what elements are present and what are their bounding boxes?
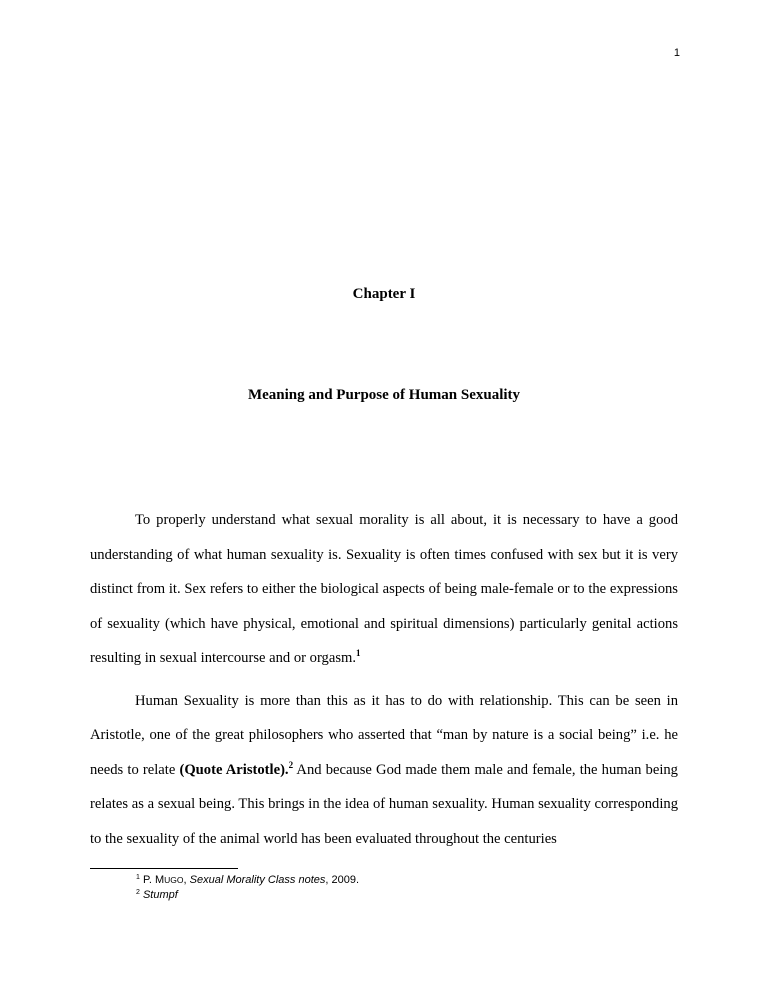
aristotle-citation: (Quote Aristotle). <box>179 761 289 778</box>
paragraph-1 <box>90 503 678 676</box>
footnotes <box>136 873 359 903</box>
footnote-1 <box>136 873 359 888</box>
page-number: 1 <box>673 47 680 59</box>
footnote-ref-2: 2 <box>288 759 294 770</box>
footnote-1-suffix: , 2009. <box>325 874 360 886</box>
paragraph-2-text-after: And because God made them male and female, the human being relates as a sexual being. This brings in the idea of human sexuality. Human sexuality corresponding to the sexuality of the animal world has been evaluated throughout the centuries <box>90 761 678 847</box>
footnote-2-mark: 2 <box>136 889 140 896</box>
footnote-2 <box>136 888 359 903</box>
chapter-title: Chapter I <box>352 286 416 302</box>
footnote-2-title: Stumpf <box>142 889 178 901</box>
footnote-1-mark: 1 <box>136 874 140 881</box>
paragraph-2 <box>90 684 678 857</box>
paragraph-1-text: To properly understand what sexual morality is all about, it is necessary to have a good understanding of what human sexuality is. Sexuality is often times confused with sex but it is very distinct from it. Sex refers to either the biological aspects of being male-female or to the expressions of sexuality (which have physical, emotional and spiritual dimensions) particularly genital actions resulting in sexual intercourse and or orgasm. <box>90 512 678 666</box>
footnote-ref-1: 1 <box>356 648 361 658</box>
footnote-1-separator: , <box>183 874 190 886</box>
footnote-separator <box>90 868 238 869</box>
footnote-1-author-rest: UGO <box>164 875 184 885</box>
footnote-1-title: Sexual Morality Class notes <box>189 874 326 886</box>
chapter-subtitle: Meaning and Purpose of Human Sexuality <box>247 387 521 403</box>
footnote-1-author-initial: P. M <box>142 874 165 886</box>
paragraph-2-text-before: Human Sexuality is more than this as it has to do with relationship. This can be seen in Aristotle, one of the great philosophers who asserted that “man by nature is a social being” i.e. he needs to relate <box>90 692 678 778</box>
body-text <box>90 503 678 856</box>
